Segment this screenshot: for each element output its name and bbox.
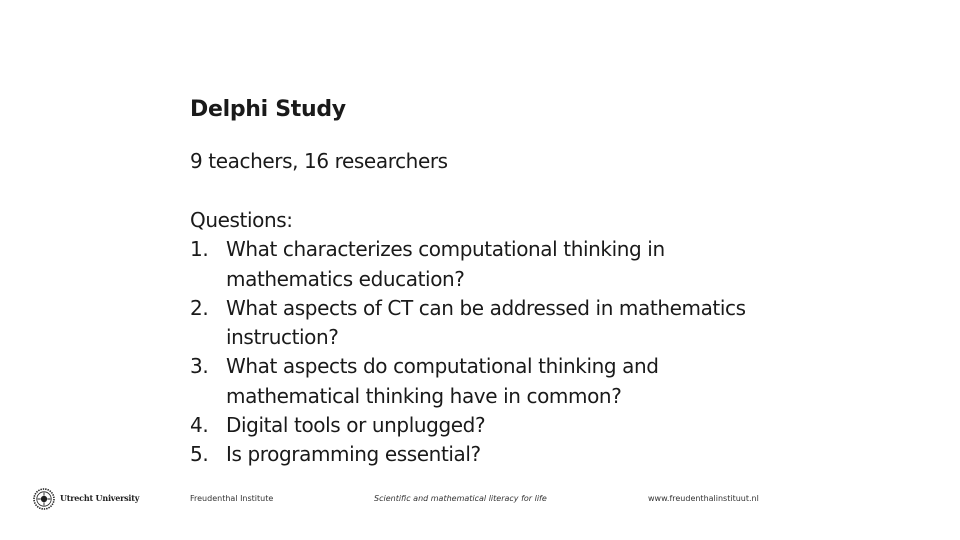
question-number: 2. [190, 295, 209, 320]
question-text: What aspects of CT can be addressed in mathematics instruction? [226, 295, 746, 350]
question-item [190, 440, 790, 469]
slide-footer [0, 484, 960, 514]
questions-list [190, 235, 790, 469]
question-text: Is programming essential? [226, 442, 481, 467]
utrecht-university-wordmark: Utrecht University [60, 493, 140, 503]
utrecht-university-logo [33, 488, 140, 512]
question-text: What aspects do computational thinking and mathematical thinking have in common? [226, 354, 659, 408]
question-item [190, 294, 790, 353]
question-item [190, 352, 790, 411]
question-item [190, 411, 790, 440]
question-number: 1. [190, 237, 209, 262]
footer-url: www.freudenthalinstituut.nl [648, 494, 759, 503]
footer-institute: Freudenthal Institute [190, 494, 274, 503]
question-number: 5. [190, 442, 209, 467]
slide-title: Delphi Study [190, 97, 346, 122]
slide-subtitle: 9 teachers, 16 researchers [190, 149, 448, 173]
questions-section [190, 206, 790, 470]
footer-slogan: Scientific and mathematical literacy for life [374, 494, 547, 503]
question-number: 4. [190, 413, 209, 438]
university-seal-icon [33, 488, 55, 510]
questions-label: Questions: [190, 208, 293, 232]
question-item [190, 235, 790, 294]
question-text: Digital tools or unplugged? [226, 413, 486, 438]
question-text: What characterizes computational thinking in mathematics education? [226, 237, 665, 291]
question-number: 3. [190, 354, 209, 379]
